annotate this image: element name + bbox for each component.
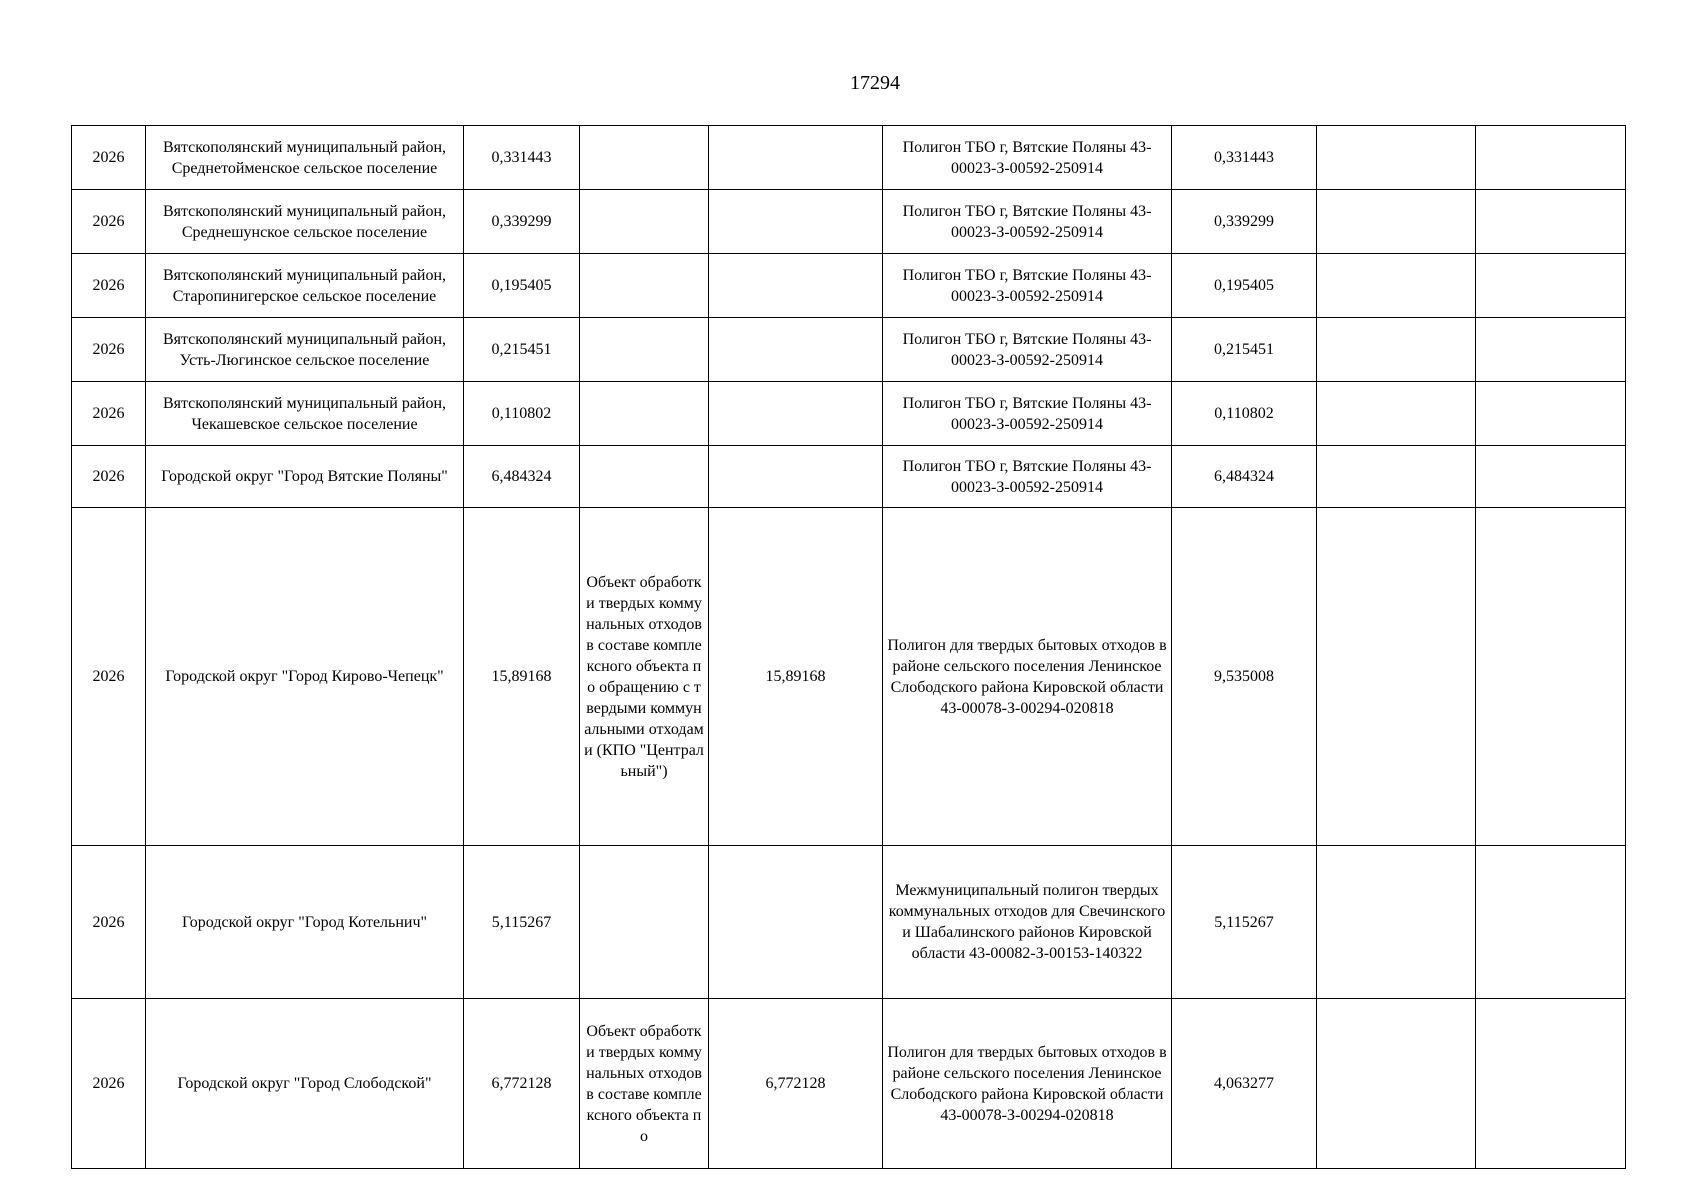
processing-volume-cell bbox=[709, 318, 883, 382]
processing-volume-cell bbox=[709, 126, 883, 190]
processing-facility-cell bbox=[580, 254, 709, 318]
empty-cell bbox=[1476, 126, 1626, 190]
disposal-site-cell: Полигон ТБО г, Вятские Поляны 43-00023-З-00592-250914 bbox=[883, 382, 1172, 446]
waste-flow-table bbox=[71, 125, 1626, 1169]
table-row bbox=[72, 126, 1626, 190]
municipality-cell: Вятскополянский муниципальный район, Усть-Люгинское сельское поселение bbox=[146, 318, 464, 382]
volume-cell: 15,89168 bbox=[464, 508, 580, 846]
disposal-site-cell: Межмуниципальный полигон твердых коммунальных отходов для Свечинского и Шабалинского районов Кировской области 43-00082-З-00153-140322 bbox=[883, 846, 1172, 999]
empty-cell bbox=[1317, 446, 1476, 508]
year-cell: 2026 bbox=[72, 999, 146, 1169]
processing-volume-cell bbox=[709, 382, 883, 446]
year-cell: 2026 bbox=[72, 254, 146, 318]
disposal-volume-cell: 0,215451 bbox=[1172, 318, 1317, 382]
empty-cell bbox=[1476, 254, 1626, 318]
empty-cell bbox=[1476, 999, 1626, 1169]
table-row bbox=[72, 382, 1626, 446]
empty-cell bbox=[1476, 446, 1626, 508]
empty-cell bbox=[1476, 846, 1626, 999]
year-cell: 2026 bbox=[72, 126, 146, 190]
municipality-cell: Вятскополянский муниципальный район, Старопинигерское сельское поселение bbox=[146, 254, 464, 318]
disposal-volume-cell: 6,484324 bbox=[1172, 446, 1317, 508]
year-cell: 2026 bbox=[72, 318, 146, 382]
disposal-site-cell: Полигон для твердых бытовых отходов в районе сельского поселения Ленинское Слободского района Кировской области 43-00078-З-00294-020818 bbox=[883, 999, 1172, 1169]
volume-cell: 0,339299 bbox=[464, 190, 580, 254]
processing-volume-cell bbox=[709, 846, 883, 999]
empty-cell bbox=[1317, 846, 1476, 999]
processing-facility-cell bbox=[580, 382, 709, 446]
disposal-volume-cell: 0,339299 bbox=[1172, 190, 1317, 254]
processing-volume-cell: 6,772128 bbox=[709, 999, 883, 1169]
disposal-site-cell: Полигон ТБО г, Вятские Поляны 43-00023-З-00592-250914 bbox=[883, 190, 1172, 254]
municipality-cell: Вятскополянский муниципальный район, Чекашевское сельское поселение bbox=[146, 382, 464, 446]
municipality-cell: Городской округ "Город Кирово-Чепецк" bbox=[146, 508, 464, 846]
table-row bbox=[72, 508, 1626, 846]
disposal-site-cell: Полигон для твердых бытовых отходов в районе сельского поселения Ленинское Слободского района Кировской области 43-00078-З-00294-020818 bbox=[883, 508, 1172, 846]
empty-cell bbox=[1317, 318, 1476, 382]
disposal-site-cell: Полигон ТБО г, Вятские Поляны 43-00023-З-00592-250914 bbox=[883, 446, 1172, 508]
empty-cell bbox=[1317, 190, 1476, 254]
processing-facility-cell bbox=[580, 126, 709, 190]
empty-cell bbox=[1476, 382, 1626, 446]
empty-cell bbox=[1317, 126, 1476, 190]
empty-cell bbox=[1317, 999, 1476, 1169]
municipality-cell: Городской округ "Город Котельнич" bbox=[146, 846, 464, 999]
empty-cell bbox=[1476, 190, 1626, 254]
disposal-volume-cell: 0,110802 bbox=[1172, 382, 1317, 446]
municipality-cell: Городской округ "Город Слободской" bbox=[146, 999, 464, 1169]
volume-cell: 5,115267 bbox=[464, 846, 580, 999]
empty-cell bbox=[1476, 318, 1626, 382]
year-cell: 2026 bbox=[72, 382, 146, 446]
table-row bbox=[72, 190, 1626, 254]
disposal-volume-cell: 5,115267 bbox=[1172, 846, 1317, 999]
table-row bbox=[72, 446, 1626, 508]
processing-facility-cell: Объект обработки твердых коммунальных отходов в составе комплексного объекта по bbox=[580, 999, 709, 1169]
processing-volume-cell bbox=[709, 190, 883, 254]
disposal-volume-cell: 0,195405 bbox=[1172, 254, 1317, 318]
processing-facility-cell: Объект обработки твердых коммунальных отходов в составе комплексного объекта по обращению с твердыми коммунальными отходами (КПО "Центральный") bbox=[580, 508, 709, 846]
processing-volume-cell bbox=[709, 446, 883, 508]
disposal-site-cell: Полигон ТБО г, Вятские Поляны 43-00023-З-00592-250914 bbox=[883, 126, 1172, 190]
processing-facility-cell bbox=[580, 190, 709, 254]
disposal-volume-cell: 9,535008 bbox=[1172, 508, 1317, 846]
year-cell: 2026 bbox=[72, 446, 146, 508]
year-cell: 2026 bbox=[72, 508, 146, 846]
disposal-site-cell: Полигон ТБО г, Вятские Поляны 43-00023-З-00592-250914 bbox=[883, 318, 1172, 382]
table-row bbox=[72, 846, 1626, 999]
year-cell: 2026 bbox=[72, 846, 146, 999]
volume-cell: 6,484324 bbox=[464, 446, 580, 508]
disposal-volume-cell: 0,331443 bbox=[1172, 126, 1317, 190]
volume-cell: 0,195405 bbox=[464, 254, 580, 318]
empty-cell bbox=[1317, 254, 1476, 318]
empty-cell bbox=[1476, 508, 1626, 846]
page-number: 17294 bbox=[850, 72, 900, 94]
year-cell: 2026 bbox=[72, 190, 146, 254]
table-row bbox=[72, 254, 1626, 318]
disposal-site-cell: Полигон ТБО г, Вятские Поляны 43-00023-З-00592-250914 bbox=[883, 254, 1172, 318]
processing-facility-cell bbox=[580, 446, 709, 508]
processing-facility-cell bbox=[580, 846, 709, 999]
processing-volume-cell: 15,89168 bbox=[709, 508, 883, 846]
empty-cell bbox=[1317, 508, 1476, 846]
table-row bbox=[72, 318, 1626, 382]
volume-cell: 0,215451 bbox=[464, 318, 580, 382]
processing-volume-cell bbox=[709, 254, 883, 318]
table-row bbox=[72, 999, 1626, 1169]
municipality-cell: Вятскополянский муниципальный район, Среднетойменское сельское поселение bbox=[146, 126, 464, 190]
volume-cell: 0,110802 bbox=[464, 382, 580, 446]
volume-cell: 0,331443 bbox=[464, 126, 580, 190]
municipality-cell: Вятскополянский муниципальный район, Среднешунское сельское поселение bbox=[146, 190, 464, 254]
volume-cell: 6,772128 bbox=[464, 999, 580, 1169]
disposal-volume-cell: 4,063277 bbox=[1172, 999, 1317, 1169]
processing-facility-cell bbox=[580, 318, 709, 382]
municipality-cell: Городской округ "Город Вятские Поляны" bbox=[146, 446, 464, 508]
empty-cell bbox=[1317, 382, 1476, 446]
